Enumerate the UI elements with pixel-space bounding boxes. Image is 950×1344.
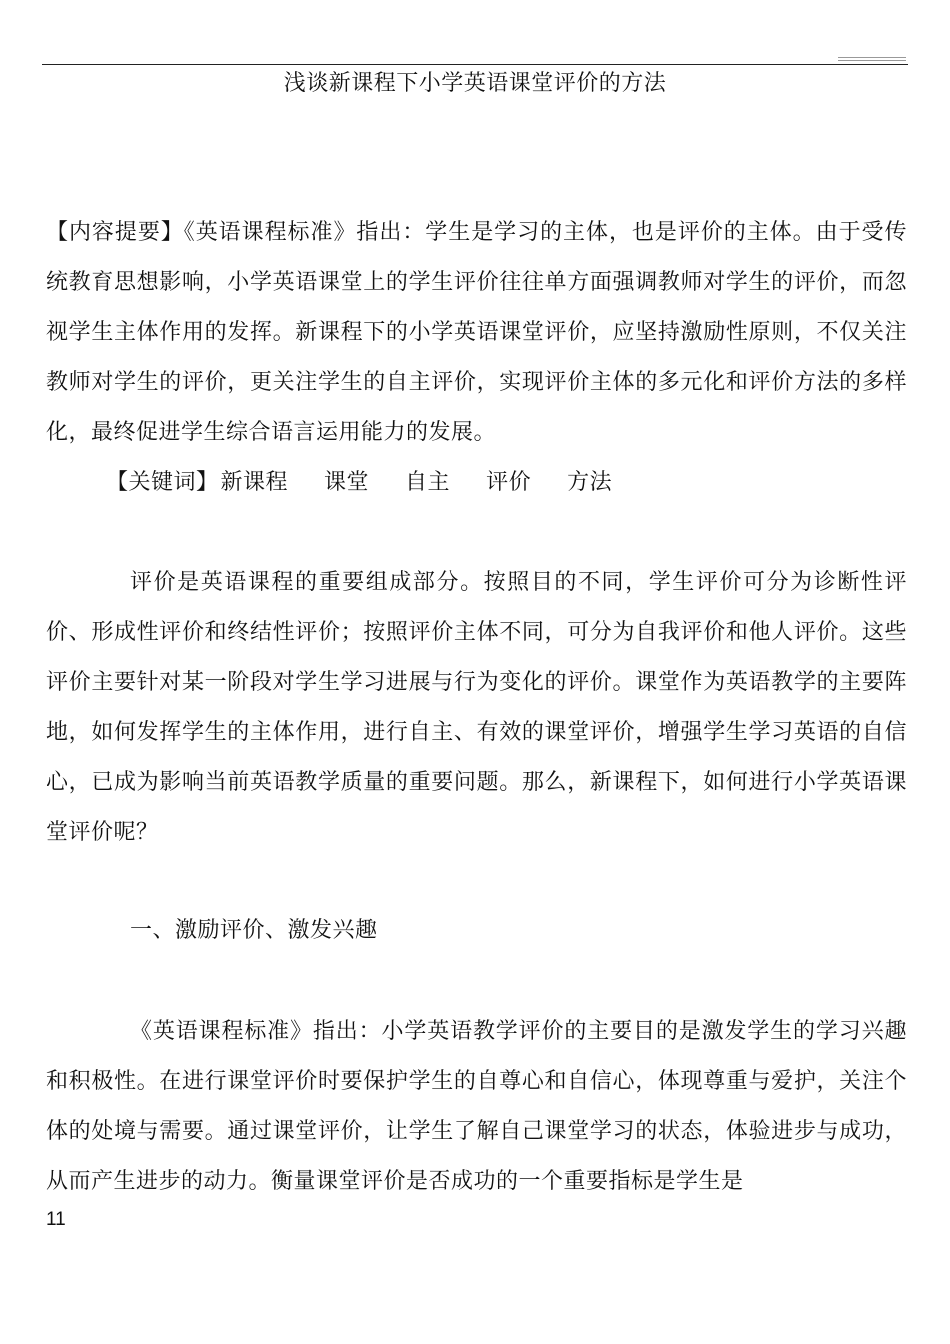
- page-number: 11: [46, 1209, 66, 1230]
- header-rule: [42, 64, 908, 65]
- keyword-item: 自主: [405, 470, 451, 495]
- keywords-line: [106, 458, 648, 508]
- section-heading: 一、激励评价、激发兴趣: [130, 918, 378, 943]
- header-decoration-line: [838, 60, 906, 61]
- keyword-item: 评价: [486, 470, 532, 495]
- keyword-item: 课堂: [324, 470, 370, 495]
- header-decoration-line: [838, 57, 906, 58]
- document-title: 浅谈新课程下小学英语课堂评价的方法: [283, 71, 667, 96]
- keywords-label: 【关键词】: [106, 470, 219, 495]
- intro-paragraph: 评价是英语课程的重要组成部分。按照目的不同，学生评价可分为诊断性评价、形成性评价和终结性评价；按照评价主体不同，可分为自我评价和他人评价。这些评价主要针对某一阶段对学生学习进展与行为变化的评价。课堂作为英语教学的主要阵地，如何发挥学生的主体作用，进行自主、有效的课堂评价，增强学生学习英语的自信心，已成为影响当前英语教学质量的重要问题。那么，新课程下，如何进行小学英语课堂评价呢？: [46, 570, 907, 845]
- keyword-item: 新课程: [220, 470, 289, 495]
- abstract-paragraph: 【内容提要】《英语课程标准》指出：学生是学习的主体，也是评价的主体。由于受传统教育思想影响，小学英语课堂上的学生评价往往单方面强调教师对学生的评价，而忽视学生主体作用的发挥。新课程下的小学英语课堂评价，应坚持激励性原则，不仅关注教师对学生的评价，更关注学生的自主评价，实现评价主体的多元化和评价方法的多样化，最终促进学生综合语言运用能力的发展。: [46, 220, 907, 445]
- keyword-item: 方法: [567, 470, 613, 495]
- section-paragraph: 《英语课程标准》指出：小学英语教学评价的主要目的是激发学生的学习兴趣和积极性。在进行课堂评价时要保护学生的自尊心和自信心，体现尊重与爱护，关注个体的处境与需要。通过课堂评价，让学生了解自己课堂学习的状态，体验进步与成功，从而产生进步的动力。衡量课堂评价是否成功的一个重要指标是学生是: [46, 1019, 907, 1194]
